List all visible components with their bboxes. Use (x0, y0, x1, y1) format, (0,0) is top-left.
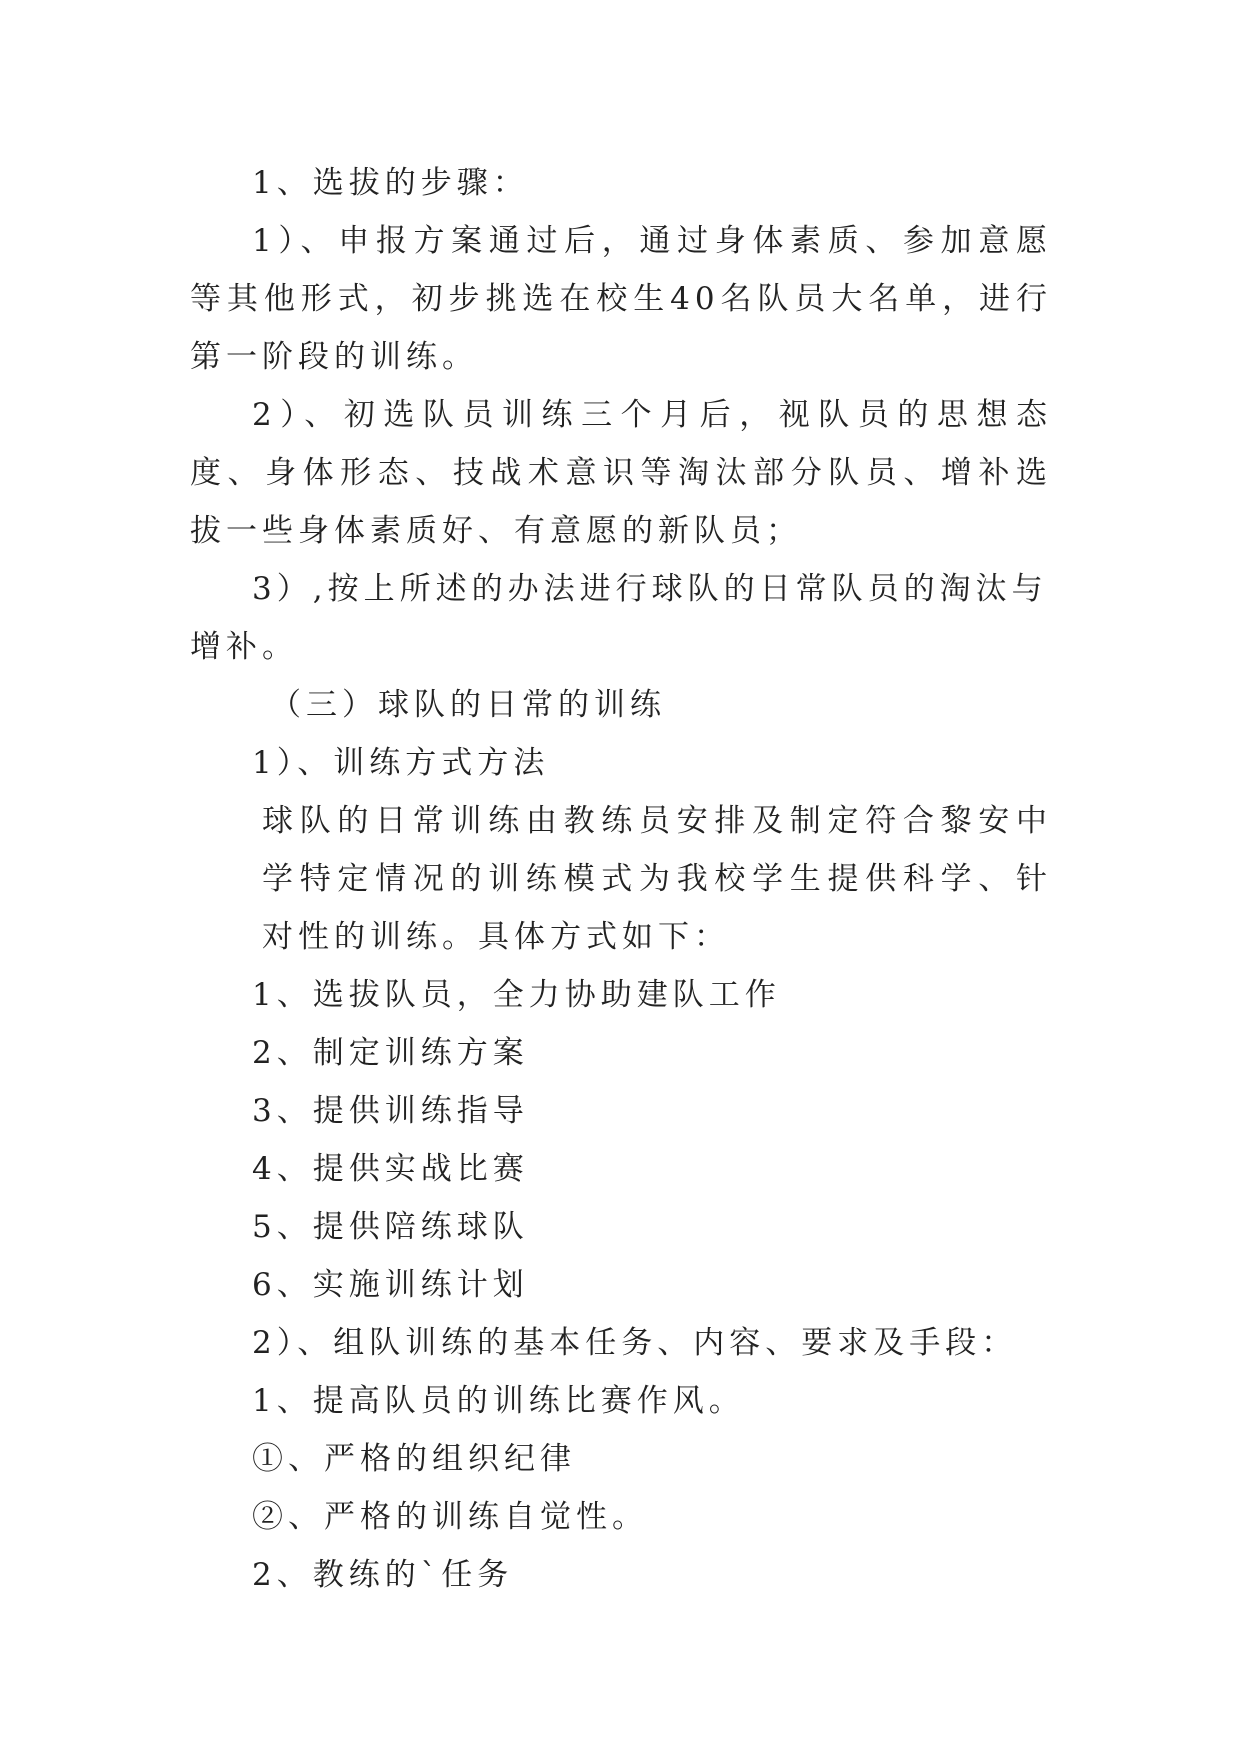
list-item-training-plan: 2、制定训练方案 (252, 1035, 529, 1071)
section-heading-training: （三）球队的日常的训练 (270, 687, 666, 723)
list-item-sparring-team: 5、提供陪练球队 (252, 1209, 529, 1245)
list-item-discipline: ①、严格的组织纪律 (252, 1441, 576, 1477)
list-item-training-style: 1、提高队员的训练比赛作风。 (252, 1383, 745, 1419)
list-item-implement-plan: 6、实施训练计划 (252, 1267, 529, 1303)
paragraph-training-description: 球队的日常训练由教练员安排及制定符合黎安中学特定情况的训练模式为我校学生提供科学、针对性的训练。具体方式如下： (262, 803, 1052, 955)
document-body (190, 154, 1052, 1604)
list-item-training-guidance: 3、提供训练指导 (252, 1093, 529, 1129)
paragraph-selection-steps: 1、选拔的步骤： (252, 165, 529, 201)
list-item-select-members: 1、选拔队员，全力协助建队工作 (252, 977, 781, 1013)
paragraph-step-1: 1）、申报方案通过后，通过身体素质、参加意愿等其他形式，初步挑选在校生40名队员大名单，进行第一阶段的训练。 (190, 223, 1052, 375)
paragraph-step-3: 3）,按上所述的办法进行球队的日常队员的淘汰与增补。 (190, 571, 1048, 665)
paragraph-step-2: 2）、初选队员训练三个月后，视队员的思想态度、身体形态、技战术意识等淘汰部分队员、增补选拔一些身体素质好、有意愿的新队员； (190, 397, 1052, 549)
subheading-basic-tasks: 2）、组队训练的基本任务、内容、要求及手段： (252, 1325, 1018, 1361)
list-item-self-discipline: ②、严格的训练自觉性。 (252, 1499, 648, 1535)
list-item-match-practice: 4、提供实战比赛 (252, 1151, 529, 1187)
list-item-coach-tasks: 2、教练的`任务 (252, 1557, 514, 1593)
subheading-training-methods: 1）、训练方式方法 (252, 745, 550, 781)
